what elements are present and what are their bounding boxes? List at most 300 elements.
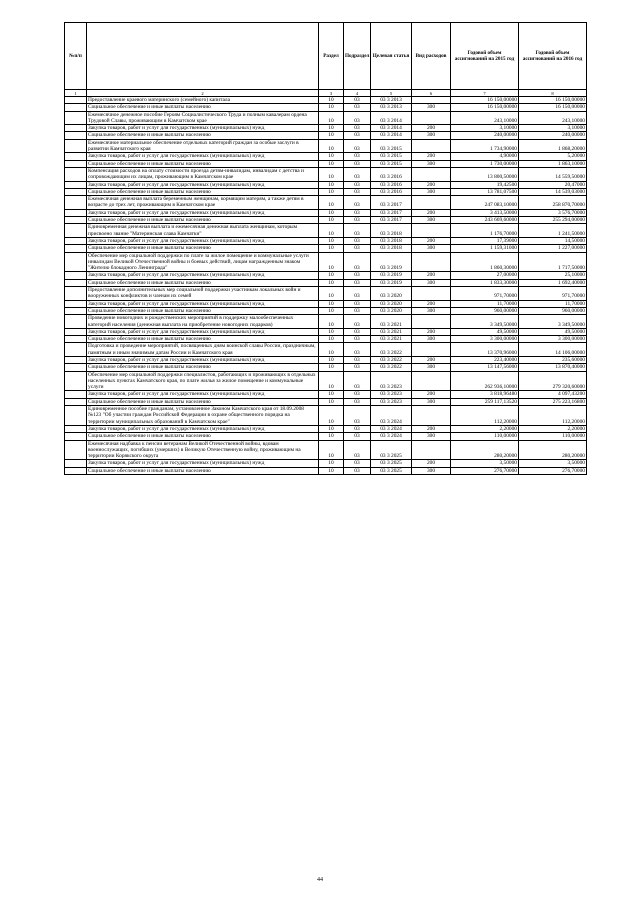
cell-razdel: 10	[319, 287, 344, 301]
cell-vid: 200	[412, 153, 451, 160]
table-row	[65, 217, 587, 224]
cell-razdel: 10	[319, 209, 344, 216]
cell-vid	[412, 97, 451, 104]
cell-name: Социальное обеспечение и иные выплаты населению	[87, 398, 319, 405]
cell-2015: 19,42500	[451, 181, 519, 188]
cell-razdel: 10	[319, 364, 344, 371]
cell-2015: 3,10000	[451, 125, 519, 132]
cell-razdel: 10	[319, 217, 344, 224]
column-number-row	[65, 90, 587, 97]
cell-name: Закупка товаров, работ и услуг для государственных (муниципальных) нужд	[87, 356, 319, 363]
column-number: 1	[65, 90, 87, 97]
cell-podrazdel: 03	[344, 425, 371, 432]
cell-vid: 300	[412, 364, 451, 371]
cell-name: Закупка товаров, работ и услуг для государственных (муниципальных) нужд	[87, 209, 319, 216]
cell-2015: 280,20000	[451, 440, 519, 460]
cell-vid: 200	[412, 460, 451, 467]
cell-2015: 3 818,96480	[451, 391, 519, 398]
cell-celevaya: 03 3 2024	[371, 425, 412, 432]
cell-name: Закупка товаров, работ и услуг для государственных (муниципальных) нужд	[87, 237, 319, 244]
table-row	[65, 160, 587, 167]
cell-num	[65, 287, 87, 301]
cell-name: Ежемесячная денежная выплата беременным женщинам, кормящим матерям, а также детям в возрасте до трех лет, проживающим в Камчатском крае	[87, 196, 319, 210]
table-row	[65, 425, 587, 432]
cell-2016: 1 692,40000	[519, 279, 587, 286]
table-row	[65, 252, 587, 272]
page-number: 44	[317, 877, 323, 883]
cell-celevaya: 03 3 2016	[371, 188, 412, 195]
cell-name: Социальное обеспечение и иные выплаты населению	[87, 467, 319, 474]
cell-vid: 300	[412, 433, 451, 440]
cell-podrazdel: 03	[344, 181, 371, 188]
table-row	[65, 97, 587, 104]
cell-razdel: 10	[319, 139, 344, 153]
column-number: 6	[412, 90, 451, 97]
table-row	[65, 111, 587, 125]
cell-podrazdel: 03	[344, 364, 371, 371]
cell-vid: 200	[412, 237, 451, 244]
column-number: 5	[371, 90, 412, 97]
cell-2016: 13 870,40000	[519, 364, 587, 371]
cell-podrazdel: 03	[344, 371, 371, 391]
table-row	[65, 167, 587, 181]
cell-celevaya: 03 3 2015	[371, 153, 412, 160]
cell-name: Социальное обеспечение и иные выплаты населению	[87, 433, 319, 440]
cell-vid: 300	[412, 307, 451, 314]
cell-vid	[412, 139, 451, 153]
cell-num	[65, 300, 87, 307]
table-header-row	[65, 23, 587, 90]
cell-2015: 16 150,00000	[451, 97, 519, 104]
table-row	[65, 300, 587, 307]
cell-celevaya: 03 3 2024	[371, 406, 412, 426]
cell-name: Социальное обеспечение и иные выплаты населению	[87, 307, 319, 314]
cell-razdel: 10	[319, 196, 344, 210]
cell-2016: 1 241,50000	[519, 224, 587, 238]
cell-2015: 247 083,10000	[451, 196, 519, 210]
cell-celevaya: 03 3 2019	[371, 279, 412, 286]
cell-2015: 13 147,56000	[451, 364, 519, 371]
cell-2016: 3,10000	[519, 125, 587, 132]
cell-2015: 262 936,10000	[451, 371, 519, 391]
column-number: 4	[344, 90, 371, 97]
table-row	[65, 132, 587, 139]
cell-razdel: 10	[319, 433, 344, 440]
cell-name: Закупка товаров, работ и услуг для государственных (муниципальных) нужд	[87, 391, 319, 398]
cell-num	[65, 279, 87, 286]
cell-2016: 14 559,50000	[519, 167, 587, 181]
cell-podrazdel: 03	[344, 196, 371, 210]
cell-razdel: 10	[319, 272, 344, 279]
cell-celevaya: 03 3 2014	[371, 111, 412, 125]
table-row	[65, 391, 587, 398]
cell-vid	[412, 111, 451, 125]
cell-celevaya: 03 3 2018	[371, 245, 412, 252]
cell-vid	[412, 343, 451, 357]
cell-podrazdel: 03	[344, 125, 371, 132]
cell-vid: 300	[412, 245, 451, 252]
cell-razdel: 10	[319, 425, 344, 432]
cell-num	[65, 307, 87, 314]
cell-num	[65, 188, 87, 195]
cell-2016: 258 870,70000	[519, 196, 587, 210]
cell-celevaya: 03 3 2019	[371, 252, 412, 272]
cell-podrazdel: 03	[344, 237, 371, 244]
cell-num	[65, 209, 87, 216]
cell-num	[65, 125, 87, 132]
table-row	[65, 364, 587, 371]
table-row	[65, 196, 587, 210]
cell-2016: 280,20000	[519, 440, 587, 460]
cell-podrazdel: 03	[344, 315, 371, 329]
cell-podrazdel: 03	[344, 356, 371, 363]
cell-podrazdel: 03	[344, 336, 371, 343]
cell-num	[65, 139, 87, 153]
cell-razdel: 10	[319, 279, 344, 286]
cell-name: Закупка товаров, работ и услуг для государственных (муниципальных) нужд	[87, 460, 319, 467]
cell-celevaya: 03 3 2017	[371, 196, 412, 210]
cell-razdel: 10	[319, 328, 344, 335]
cell-num	[65, 343, 87, 357]
cell-razdel: 10	[319, 167, 344, 181]
cell-num	[65, 433, 87, 440]
header-2015: Годовой объем ассигнований на 2015 год	[451, 23, 519, 90]
cell-name: Социальное обеспечение и иные выплаты населению	[87, 188, 319, 195]
cell-2016: 110,00000	[519, 433, 587, 440]
cell-2015: 3,50000	[451, 460, 519, 467]
cell-podrazdel: 03	[344, 467, 371, 474]
cell-name: Закупка товаров, работ и услуг для государственных (муниципальных) нужд	[87, 328, 319, 335]
cell-num	[65, 328, 87, 335]
cell-num	[65, 356, 87, 363]
cell-vid: 200	[412, 328, 451, 335]
cell-vid	[412, 167, 451, 181]
cell-num	[65, 224, 87, 238]
cell-2015: 3 413,50000	[451, 209, 519, 216]
cell-2016: 235,60000	[519, 356, 587, 363]
cell-num	[65, 272, 87, 279]
cell-celevaya: 03 3 2022	[371, 356, 412, 363]
cell-razdel: 10	[319, 406, 344, 426]
cell-name: Единовременное пособие гражданам, установленное Законом Камчатского края от 18.09.2008 №123 "Об участии граждан Российской Федерации в охране общественного порядка на территории муниципальных образований в Камчатском крае"	[87, 406, 319, 426]
cell-razdel: 10	[319, 460, 344, 467]
cell-name: Компенсация расходов на оплату стоимости проезда детям-инвалидам, инвалидам с детства и сопровождающим их лицам, проживающим в Камчатском крае	[87, 167, 319, 181]
cell-name: Закупка товаров, работ и услуг для государственных (муниципальных) нужд	[87, 181, 319, 188]
cell-razdel: 10	[319, 125, 344, 132]
column-number: 7	[451, 90, 519, 97]
header-name	[87, 23, 319, 90]
cell-num	[65, 467, 87, 474]
table-row	[65, 209, 587, 216]
cell-2016: 255 294,00000	[519, 217, 587, 224]
cell-num	[65, 391, 87, 398]
table-row	[65, 467, 587, 474]
cell-2015: 243,10000	[451, 111, 519, 125]
cell-name: Социальное обеспечение и иные выплаты населению	[87, 245, 319, 252]
cell-celevaya: 03 3 2022	[371, 364, 412, 371]
cell-2016: 25,10000	[519, 272, 587, 279]
cell-vid: 200	[412, 125, 451, 132]
cell-vid: 300	[412, 398, 451, 405]
cell-2015: 960,00000	[451, 307, 519, 314]
cell-podrazdel: 03	[344, 272, 371, 279]
cell-2016: 279 320,60000	[519, 371, 587, 391]
cell-podrazdel: 03	[344, 97, 371, 104]
cell-razdel: 10	[319, 343, 344, 357]
cell-2016: 112,20000	[519, 406, 587, 426]
cell-celevaya: 03 3 2024	[371, 433, 412, 440]
cell-name: Ежемесячная надбавка к пенсии ветеранам Великой Отечественной войны, вдовам военнослужащих, погибших (умерших) в Великую Отечественную войну, проживающим на территории Корякского округа	[87, 440, 319, 460]
cell-podrazdel: 03	[344, 307, 371, 314]
cell-2016: 14 539,03000	[519, 188, 587, 195]
cell-name: Проведение новогодних и рождественских мероприятий в поддержку малообеспеченных категорий населения (денежная выплата на приобретение новогодних подарков)	[87, 315, 319, 329]
cell-vid: 200	[412, 272, 451, 279]
cell-podrazdel: 03	[344, 252, 371, 272]
cell-2016: 2,20000	[519, 425, 587, 432]
cell-2016: 1 227,00000	[519, 245, 587, 252]
cell-2015: 110,00000	[451, 433, 519, 440]
cell-podrazdel: 03	[344, 209, 371, 216]
cell-celevaya: 03 3 2013	[371, 97, 412, 104]
cell-celevaya: 03 3 2017	[371, 217, 412, 224]
cell-2015: 1 833,30000	[451, 279, 519, 286]
cell-podrazdel: 03	[344, 300, 371, 307]
column-number: 8	[519, 90, 587, 97]
cell-vid: 200	[412, 425, 451, 432]
table-row	[65, 307, 587, 314]
cell-2015: 1 159,31000	[451, 245, 519, 252]
cell-2016: 16 150,00000	[519, 104, 587, 111]
cell-2015: 13 781,07500	[451, 188, 519, 195]
cell-podrazdel: 03	[344, 111, 371, 125]
cell-razdel: 10	[319, 132, 344, 139]
cell-podrazdel: 03	[344, 460, 371, 467]
cell-num	[65, 406, 87, 426]
cell-vid: 200	[412, 300, 451, 307]
cell-name: Закупка товаров, работ и услуг для государственных (муниципальных) нужд	[87, 425, 319, 432]
cell-podrazdel: 03	[344, 328, 371, 335]
cell-podrazdel: 03	[344, 167, 371, 181]
cell-celevaya: 03 3 2014	[371, 125, 412, 132]
cell-num	[65, 460, 87, 467]
cell-celevaya: 03 3 2018	[371, 237, 412, 244]
cell-podrazdel: 03	[344, 391, 371, 398]
table-row	[65, 440, 587, 460]
cell-2016: 3 300,00000	[519, 336, 587, 343]
cell-razdel: 10	[319, 160, 344, 167]
cell-num	[65, 104, 87, 111]
cell-num	[65, 181, 87, 188]
cell-name: Социальное обеспечение и иные выплаты населению	[87, 364, 319, 371]
header-num: №п/п	[65, 23, 87, 90]
cell-celevaya: 03 3 2021	[371, 336, 412, 343]
cell-razdel: 10	[319, 467, 344, 474]
cell-name: Ежемесячное денежное пособие Героям Социалистического Труда и полным кавалерам ордена Трудовой Славы, проживающим в Камчатском крае	[87, 111, 319, 125]
cell-celevaya: 03 3 2025	[371, 440, 412, 460]
cell-razdel: 10	[319, 153, 344, 160]
cell-celevaya: 03 3 2022	[371, 343, 412, 357]
cell-name: Обеспечение мер социальной поддержки по плате за жилое помещение и коммунальные услуги инвалидам Великой Отечественной войны и боевых действий, лицам награжденным знаком "Жителю блокадного Ленинграда"	[87, 252, 319, 272]
cell-name: Социальное обеспечение и иные выплаты населению	[87, 132, 319, 139]
cell-name: Социальное обеспечение и иные выплаты населению	[87, 160, 319, 167]
cell-celevaya: 03 3 2016	[371, 181, 412, 188]
table-row	[65, 328, 587, 335]
cell-num	[65, 252, 87, 272]
table-row	[65, 371, 587, 391]
cell-vid: 300	[412, 160, 451, 167]
cell-name: Предоставление дополнительных мер социальной поддержки участникам локальных войн и вооруженных конфликтов и членам их семей	[87, 287, 319, 301]
cell-num	[65, 167, 87, 181]
cell-2015: 1 176,70000	[451, 224, 519, 238]
cell-2016: 11,70000	[519, 300, 587, 307]
cell-name: Закупка товаров, работ и услуг для государственных (муниципальных) нужд	[87, 153, 319, 160]
cell-podrazdel: 03	[344, 160, 371, 167]
cell-podrazdel: 03	[344, 104, 371, 111]
cell-2015: 49,50000	[451, 328, 519, 335]
cell-vid: 300	[412, 217, 451, 224]
cell-podrazdel: 03	[344, 132, 371, 139]
cell-vid	[412, 224, 451, 238]
cell-razdel: 10	[319, 371, 344, 391]
cell-celevaya: 03 3 2020	[371, 287, 412, 301]
cell-name: Закупка товаров, работ и услуг для государственных (муниципальных) нужд	[87, 272, 319, 279]
cell-2016: 16 150,00000	[519, 97, 587, 104]
header-celevaya: Целевая статья	[371, 23, 412, 90]
cell-2015: 3 349,50000	[451, 315, 519, 329]
cell-2015: 27,00000	[451, 272, 519, 279]
cell-vid	[412, 287, 451, 301]
table-row	[65, 279, 587, 286]
cell-2015: 276,70000	[451, 467, 519, 474]
cell-name: Социальное обеспечение и иные выплаты населению	[87, 336, 319, 343]
table-row	[65, 245, 587, 252]
cell-2015: 4,90000	[451, 153, 519, 160]
cell-2015: 1 730,00000	[451, 160, 519, 167]
cell-2015: 3 300,00000	[451, 336, 519, 343]
cell-vid: 300	[412, 188, 451, 195]
cell-name: Социальное обеспечение и иные выплаты населению	[87, 217, 319, 224]
table-row	[65, 153, 587, 160]
cell-2015: 1 734,90000	[451, 139, 519, 153]
table-row	[65, 139, 587, 153]
column-number: 3	[319, 90, 344, 97]
cell-2015: 13 370,96000	[451, 343, 519, 357]
cell-vid: 200	[412, 209, 451, 216]
cell-2016: 20,47000	[519, 181, 587, 188]
budget-table	[64, 22, 587, 475]
cell-num	[65, 196, 87, 210]
cell-razdel: 10	[319, 252, 344, 272]
cell-name: Социальное обеспечение и иные выплаты населению	[87, 279, 319, 286]
cell-2016: 4 097,43200	[519, 391, 587, 398]
cell-2015: 971,70000	[451, 287, 519, 301]
cell-razdel: 10	[319, 336, 344, 343]
cell-celevaya: 03 3 2021	[371, 315, 412, 329]
cell-num	[65, 245, 87, 252]
cell-vid	[412, 440, 451, 460]
cell-celevaya: 03 3 2023	[371, 371, 412, 391]
cell-2015: 223,40000	[451, 356, 519, 363]
cell-2016: 243,10000	[519, 111, 587, 125]
cell-podrazdel: 03	[344, 188, 371, 195]
cell-num	[65, 97, 87, 104]
cell-2015: 16 150,00000	[451, 104, 519, 111]
cell-razdel: 10	[319, 181, 344, 188]
cell-num	[65, 371, 87, 391]
cell-vid: 300	[412, 279, 451, 286]
table-row	[65, 224, 587, 238]
cell-2016: 276,70000	[519, 467, 587, 474]
cell-2015: 2,20000	[451, 425, 519, 432]
cell-2016: 3,50000	[519, 460, 587, 467]
cell-celevaya: 03 3 2016	[371, 167, 412, 181]
cell-num	[65, 111, 87, 125]
cell-num	[65, 132, 87, 139]
table-row	[65, 237, 587, 244]
cell-num	[65, 425, 87, 432]
cell-2016: 1 868,20000	[519, 139, 587, 153]
cell-podrazdel: 03	[344, 153, 371, 160]
header-vid: Вид расходов	[412, 23, 451, 90]
table-row	[65, 356, 587, 363]
cell-2015: 1 860,30000	[451, 252, 519, 272]
cell-2015: 240,00000	[451, 132, 519, 139]
cell-vid	[412, 252, 451, 272]
cell-celevaya: 03 3 2018	[371, 224, 412, 238]
cell-2016: 14 106,00000	[519, 343, 587, 357]
cell-celevaya: 03 3 2019	[371, 272, 412, 279]
cell-2016: 240,00000	[519, 132, 587, 139]
cell-2016: 1 717,50000	[519, 252, 587, 272]
cell-vid: 300	[412, 132, 451, 139]
cell-razdel: 10	[319, 188, 344, 195]
cell-podrazdel: 03	[344, 279, 371, 286]
cell-num	[65, 153, 87, 160]
cell-num	[65, 336, 87, 343]
cell-2015: 17,39000	[451, 237, 519, 244]
cell-2016: 275 223,16800	[519, 398, 587, 405]
cell-2016: 5,20000	[519, 153, 587, 160]
cell-razdel: 10	[319, 398, 344, 405]
cell-razdel: 10	[319, 300, 344, 307]
cell-celevaya: 03 3 2020	[371, 300, 412, 307]
cell-celevaya: 03 3 2015	[371, 139, 412, 153]
cell-num	[65, 315, 87, 329]
cell-razdel: 10	[319, 224, 344, 238]
table-row	[65, 181, 587, 188]
cell-vid	[412, 196, 451, 210]
cell-num	[65, 217, 87, 224]
cell-vid: 300	[412, 336, 451, 343]
cell-name: Ежемесячное материальное обеспечение отдельных категорий граждан за особые заслуги в развитии Камчатского края	[87, 139, 319, 153]
cell-2015: 13 800,50000	[451, 167, 519, 181]
cell-podrazdel: 03	[344, 440, 371, 460]
cell-num	[65, 440, 87, 460]
cell-celevaya: 03 3 2025	[371, 460, 412, 467]
table-row	[65, 287, 587, 301]
cell-celevaya: 03 3 2023	[371, 391, 412, 398]
cell-2015: 259 117,13520	[451, 398, 519, 405]
cell-razdel: 10	[319, 356, 344, 363]
table-row	[65, 406, 587, 426]
cell-razdel: 10	[319, 104, 344, 111]
cell-podrazdel: 03	[344, 287, 371, 301]
cell-2015: 112,20000	[451, 406, 519, 426]
cell-razdel: 10	[319, 237, 344, 244]
table-row	[65, 460, 587, 467]
cell-celevaya: 03 3 2021	[371, 328, 412, 335]
cell-2016: 14,50000	[519, 237, 587, 244]
